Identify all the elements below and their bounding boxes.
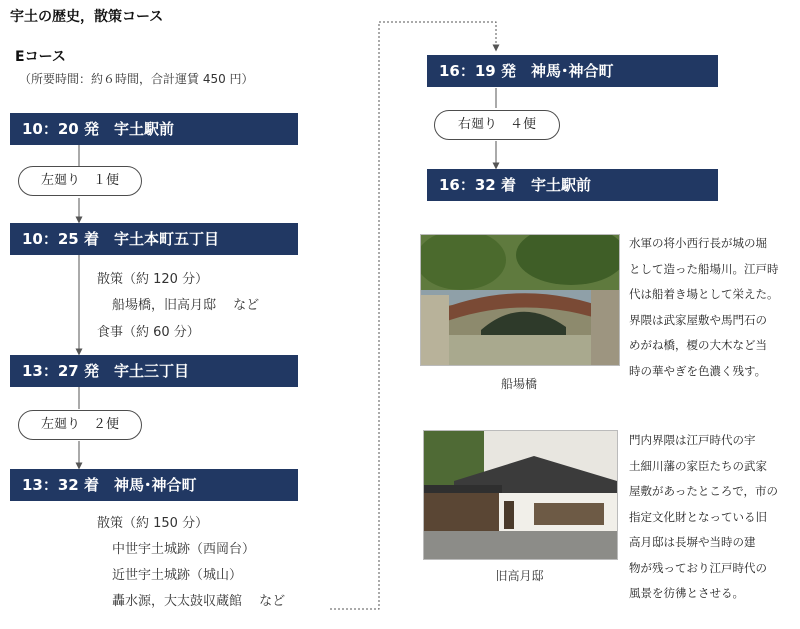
kyu-takatsuki-desc-line: 土細川藩の家臣たちの武家 — [629, 458, 767, 473]
activity2-line3: 近世宇土城跡（城山） — [112, 568, 243, 583]
kyu-takatsuki-desc-line: 高月邸は長塀や当時の建 — [629, 535, 756, 549]
funababashi-desc-line: として造った船場川。江戸時 — [629, 261, 779, 276]
funababashi-description — [629, 231, 779, 384]
funababashi-desc-line: 代は船着き場として栄えた。 — [629, 287, 779, 301]
funababashi-desc-line: めがね橋，榎の大木など当 — [629, 338, 767, 352]
kyu-takatsuki-desc-line: 風景を彷彿とさせる。 — [629, 586, 744, 600]
stop-bar-6: 16：32 着 宇土駅前 — [427, 169, 718, 201]
activity1-line2: 船場橋，旧高月邸 など — [112, 298, 260, 313]
kyu-takatsuki-desc-line: 屋敷があったところで，市の — [629, 484, 779, 498]
funababashi-desc-line: 水軍の将小西行長が城の堀 — [629, 236, 767, 250]
course-note: （所要時間：約６時間，合計運賃 450 円） — [19, 72, 254, 86]
funababashi-caption: 船場橋 — [500, 377, 537, 391]
bus-pill-2: 左廻り ２便 — [18, 410, 142, 440]
kyu-takatsuki-desc-line: 指定文化財となっている旧 — [629, 509, 767, 524]
kyu-takatsuki-desc-line: 物が残っており江戸時代の — [629, 560, 767, 575]
stop-bar-1: 10：20 発 宇土駅前 — [10, 113, 298, 145]
page-title: 宇土の歴史，散策コース — [10, 9, 164, 25]
bus-pill-3: 右廻り ４便 — [434, 110, 560, 140]
kyu-takatsuki-desc-line: 門内界隈は江戸時代の宇 — [629, 433, 756, 447]
course-name: Eコース — [15, 49, 66, 65]
funababashi-desc-line: 時の華やぎを色濃く残す。 — [629, 363, 767, 378]
stop-bar-2: 10：25 着 宇土本町五丁目 — [10, 223, 298, 255]
funababashi-desc-line: 界隈は武家屋敷や馬門石の — [629, 312, 767, 327]
activity2-line2: 中世宇土城跡（西岡台） — [112, 542, 256, 557]
activity2-line1: 散策（約 150 分） — [97, 516, 209, 531]
kyu-takatsuki-caption: 旧高月邸 — [495, 569, 544, 583]
stop-bar-3: 13：27 発 宇土三丁目 — [10, 355, 298, 387]
stop-bar-4: 13：32 着 神馬･神合町 — [10, 469, 298, 501]
bus-pill-1: 左廻り １便 — [18, 166, 142, 196]
kyu-takatsuki-description — [629, 428, 778, 607]
activity1-line1: 散策（約 120 分） — [97, 272, 209, 287]
funababashi-photo — [420, 234, 620, 366]
activity1-line3: 食事（約 60 分） — [97, 325, 200, 340]
kyu-takatsuki-photo — [423, 430, 618, 560]
activity2-line4: 轟水源，大太鼓収蔵館 など — [112, 594, 286, 609]
stop-bar-5: 16：19 発 神馬･神合町 — [427, 55, 718, 87]
